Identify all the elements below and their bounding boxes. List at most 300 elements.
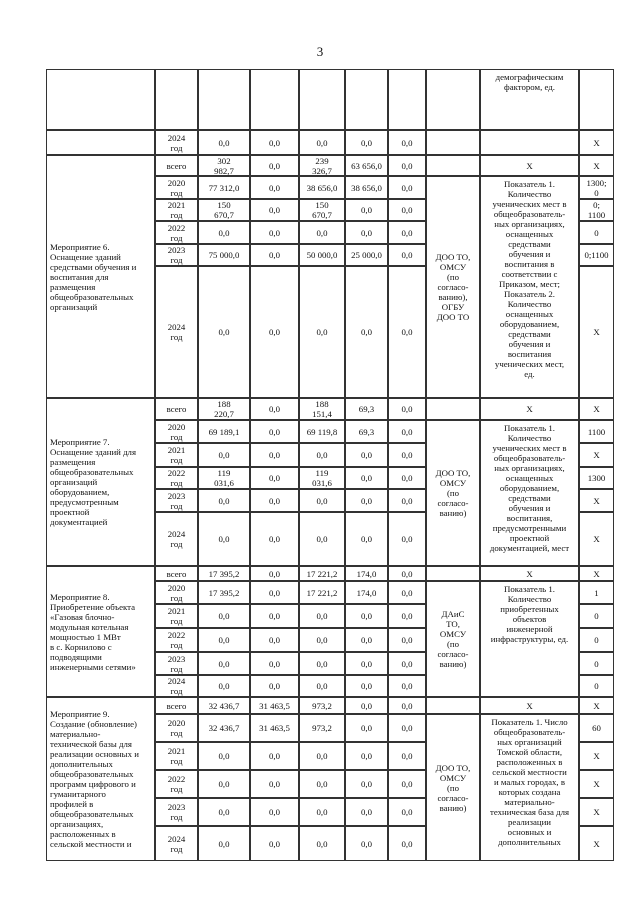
- value-cell: [388, 467, 426, 489]
- target-cell: [579, 742, 614, 770]
- value-cell: [250, 266, 299, 398]
- indicator-cell-text: Показатель 1. Число общеобразователь- ных организаций Томской области, расположенных в сельской местности и малых городах, в которых создана материально- техническая база для реализации основных и дополнительных: [489, 717, 570, 847]
- value-cell-text: 0,0: [218, 611, 230, 621]
- total-value-cell: [198, 566, 250, 581]
- year-cell: [155, 221, 198, 244]
- target-cell: [579, 604, 614, 628]
- value-cell: [250, 770, 299, 798]
- value-cell-text: 0,0: [401, 137, 413, 148]
- value-cell: [345, 176, 388, 199]
- value-cell: [198, 770, 250, 798]
- value-cell: [388, 420, 426, 443]
- total-target-cell: [579, 566, 614, 581]
- value-cell-text: 38 656,0: [351, 182, 382, 193]
- year-cell: [155, 199, 198, 221]
- value-cell-text: 38 656,0: [306, 182, 338, 193]
- value-cell-text: 0,0: [316, 751, 328, 761]
- total-indicator-cell: [480, 398, 579, 420]
- value-cell: [299, 798, 345, 826]
- value-cell: [198, 512, 250, 566]
- value-cell: [198, 443, 250, 467]
- value-cell-text: 0,0: [269, 450, 280, 460]
- total-value-cell-text: 188 151,4: [312, 399, 332, 419]
- value-cell-text: 0,0: [316, 838, 328, 849]
- total-value-cell: [198, 155, 250, 176]
- total-value-cell-text: 0,0: [361, 700, 372, 711]
- target-cell-text: X: [593, 751, 600, 761]
- executor-cell-text: ДАиС ТО, ОМСУ (по согласо- ванию): [437, 609, 469, 669]
- year-cell-text: 2024 год: [167, 322, 186, 342]
- value-cell: [198, 420, 250, 443]
- executor-cell-text: ДОО ТО, ОМСУ (по согласо- ванию): [435, 762, 471, 813]
- year-cell-text: 2021 год: [167, 445, 186, 465]
- total-value-cell: [250, 155, 299, 176]
- total-value-cell: [250, 697, 299, 714]
- value-cell-empty: [198, 69, 250, 130]
- value-cell: [299, 770, 345, 798]
- value-cell-text: 0,0: [401, 227, 413, 238]
- total-value-cell: [299, 155, 345, 176]
- target-cell-text: 0;1100: [584, 250, 609, 260]
- value-cell-text: 0,0: [218, 838, 230, 849]
- value-cell: [299, 130, 345, 155]
- year-cell: [155, 467, 198, 489]
- value-cell: [299, 420, 345, 443]
- year-cell: [155, 443, 198, 467]
- value-cell: [345, 512, 388, 566]
- executor-cell-empty: [426, 155, 480, 176]
- value-cell: [198, 467, 250, 489]
- value-cell: [299, 628, 345, 652]
- executor-cell-text: ДОО ТО, ОМСУ (по согласо- ванию): [435, 468, 471, 518]
- value-cell-text: 0,0: [401, 838, 413, 849]
- value-cell: [345, 199, 388, 221]
- value-cell-text: 0,0: [401, 658, 413, 669]
- value-cell: [388, 604, 426, 628]
- value-cell: [299, 176, 345, 199]
- value-cell: [250, 604, 299, 628]
- value-cell: [299, 199, 345, 221]
- value-cell: [388, 199, 426, 221]
- year-cell-text: 2022 год: [167, 774, 186, 794]
- total-value-cell-text: 31 463,5: [259, 700, 290, 711]
- indicator-cell-text: Показатель 1. Количество ученических мест в общеобразователь- ных организациях, оснащенных средствами обучения и воспитания в соответствии с Приказом, мест; Показатель 2. Количество оснащенных оборудованием, средствами обучения и воспитания ученических мест, ед.: [492, 179, 567, 379]
- value-cell-text: 0,0: [316, 635, 328, 645]
- target-cell-text: 1100: [587, 426, 606, 437]
- value-cell-text: 119 031,6: [214, 468, 234, 488]
- value-cell-text: 0,0: [401, 587, 413, 598]
- value-cell-text: 0,0: [269, 779, 280, 789]
- total-value-cell-text: 32 436,7: [208, 700, 240, 711]
- year-cell: [155, 176, 198, 199]
- value-cell: [299, 742, 345, 770]
- value-cell: [198, 199, 250, 221]
- value-cell-text: 0,0: [361, 227, 372, 238]
- indicator-cell: [480, 176, 579, 398]
- value-cell: [345, 443, 388, 467]
- total-label-cell-text: всего: [166, 700, 187, 711]
- year-cell-text: 2022 год: [167, 630, 186, 650]
- value-cell: [388, 130, 426, 155]
- value-cell-text: 0,0: [361, 838, 372, 849]
- value-cell-text: 0,0: [361, 658, 372, 669]
- value-cell: [345, 467, 388, 489]
- value-cell-text: 0,0: [269, 495, 280, 506]
- target-cell-text: 60: [592, 723, 601, 733]
- total-target-cell: [579, 398, 614, 420]
- value-cell: [250, 199, 299, 221]
- value-cell-text: 0,0: [361, 681, 372, 691]
- value-cell: [250, 512, 299, 566]
- value-cell-text: 0,0: [269, 807, 280, 817]
- target-cell-text: 0: [594, 611, 599, 621]
- value-cell: [198, 714, 250, 742]
- value-cell-text: 0,0: [401, 327, 413, 337]
- value-cell-text: 0,0: [361, 327, 372, 337]
- value-cell-text: 0,0: [269, 587, 280, 598]
- year-cell: [155, 770, 198, 798]
- total-value-cell: [198, 398, 250, 420]
- value-cell: [198, 581, 250, 604]
- value-cell-text: 0,0: [401, 495, 413, 506]
- target-cell: [579, 675, 614, 697]
- value-cell: [250, 244, 299, 266]
- target-cell-text: X: [593, 327, 600, 337]
- total-value-cell: [250, 566, 299, 581]
- total-value-cell-text: 17 221,2: [306, 568, 338, 579]
- value-cell-text: 69,3: [358, 426, 375, 437]
- value-cell: [250, 489, 299, 512]
- year-cell: [155, 826, 198, 861]
- value-cell-text: 0,0: [269, 534, 280, 544]
- year-cell: [155, 628, 198, 652]
- value-cell-text: 119 031,6: [312, 468, 332, 488]
- target-cell-text: 1300; 0: [586, 177, 607, 198]
- value-cell: [388, 652, 426, 675]
- value-cell-text: 0,0: [218, 681, 230, 691]
- total-indicator-cell-text: X: [526, 160, 533, 171]
- year-cell-text: 2022 год: [167, 222, 186, 243]
- name-cell-empty: [46, 130, 155, 155]
- year-cell: [155, 581, 198, 604]
- value-cell: [299, 512, 345, 566]
- year-cell: [155, 652, 198, 675]
- value-cell-text: 0,0: [361, 635, 372, 645]
- value-cell: [198, 221, 250, 244]
- target-cell: [579, 714, 614, 742]
- value-cell-text: 0,0: [218, 327, 230, 337]
- year-cell: [155, 675, 198, 697]
- value-cell: [388, 512, 426, 566]
- value-cell: [299, 467, 345, 489]
- year-cell-text: 2020 год: [167, 582, 186, 603]
- value-cell: [388, 714, 426, 742]
- value-cell: [250, 628, 299, 652]
- value-cell-text: 0,0: [401, 751, 413, 761]
- value-cell: [388, 798, 426, 826]
- target-cell-text: X: [593, 838, 600, 849]
- value-cell: [388, 675, 426, 697]
- value-cell-text: 0,0: [218, 779, 230, 789]
- total-label-cell-text: всего: [166, 568, 187, 579]
- target-cell-text: 0: [594, 227, 599, 238]
- year-cell-text: 2021 год: [167, 746, 186, 766]
- value-cell: [250, 714, 299, 742]
- total-value-cell-text: 0,0: [401, 160, 413, 171]
- value-cell: [345, 675, 388, 697]
- target-cell: [579, 489, 614, 512]
- budget-table: [46, 69, 614, 861]
- year-cell-text: 2022 год: [167, 468, 186, 488]
- target-cell: [579, 826, 614, 861]
- year-cell-text: 2021 год: [167, 200, 186, 220]
- value-cell: [299, 266, 345, 398]
- value-cell-text: 0,0: [401, 450, 413, 460]
- value-cell: [250, 176, 299, 199]
- activity-name-cell-text: Мероприятие 7. Оснащение зданий для размещения общеобразовательных организаций оборудованием, предусмотренным проектной документацией: [50, 437, 136, 527]
- value-cell-text: 0,0: [361, 751, 372, 761]
- value-cell-text: 0,0: [401, 534, 413, 544]
- target-cell: [579, 770, 614, 798]
- total-label-cell: [155, 566, 198, 581]
- total-value-cell-text: 0,0: [269, 568, 280, 579]
- value-cell: [250, 467, 299, 489]
- value-cell-text: 0,0: [269, 658, 280, 669]
- value-cell-text: 0,0: [401, 723, 413, 733]
- year-cell-text: 2023 год: [167, 653, 186, 674]
- activity-name-cell: [46, 398, 155, 566]
- indicator-cell-text: демографическим фактором, ед.: [495, 72, 564, 92]
- value-cell-text: 0,0: [401, 807, 413, 817]
- target-cell: [579, 221, 614, 244]
- target-cell-text: X: [593, 807, 600, 817]
- year-cell-text: 2023 год: [167, 245, 186, 265]
- target-cell: [579, 420, 614, 443]
- value-cell-text: 150 670,7: [312, 200, 332, 220]
- total-indicator-cell: [480, 155, 579, 176]
- activity-name-cell-text: Мероприятие 9. Создание (обновление) материально- технической базы для реализации основных и дополнительных общеобразовательных программ цифрового и гуманитарного профилей в общеобразовательных организациях, расположенных в сельской местности и: [50, 709, 139, 849]
- value-cell-text: 0,0: [401, 473, 413, 483]
- activity-name-cell: [46, 697, 155, 861]
- value-cell-text: 0,0: [361, 205, 372, 215]
- executor-cell: [426, 714, 480, 861]
- value-cell-text: 0,0: [269, 751, 280, 761]
- indicator-cell-text: Показатель 1. Количество ученических мест в общеобразователь- ных организациях, оснащенных оборудованием, средствами обучения и воспитания, предусмотренными проектной документацией, мест: [489, 423, 570, 553]
- total-value-cell: [250, 398, 299, 420]
- name-cell-empty: [46, 69, 155, 130]
- total-value-cell: [198, 697, 250, 714]
- page-number: 3: [316, 44, 324, 59]
- target-cell-text: X: [593, 495, 600, 506]
- activity-name-cell-text: Мероприятие 6. Оснащение зданий средствами обучения и воспитания для размещения общеобразовательных организаций: [50, 241, 137, 312]
- total-value-cell-text: 302 982,7: [214, 155, 234, 176]
- total-indicator-cell: [480, 566, 579, 581]
- total-value-cell-text: 0,0: [269, 160, 280, 171]
- target-cell-text: 0: [594, 635, 599, 645]
- indicator-cell: [480, 420, 579, 566]
- executor-cell: [426, 176, 480, 398]
- value-cell-text: 0,0: [218, 635, 230, 645]
- value-cell: [198, 628, 250, 652]
- value-cell-text: 0,0: [401, 611, 413, 621]
- value-cell: [345, 770, 388, 798]
- value-cell-empty: [155, 69, 198, 130]
- value-cell-text: 0,0: [269, 205, 280, 215]
- value-cell: [345, 244, 388, 266]
- value-cell: [388, 244, 426, 266]
- value-cell: [198, 826, 250, 861]
- value-cell-text: 0,0: [218, 658, 230, 669]
- value-cell: [198, 244, 250, 266]
- target-cell: [579, 443, 614, 467]
- value-cell: [345, 604, 388, 628]
- value-cell-text: 0,0: [401, 182, 413, 193]
- value-cell-text: 0,0: [316, 658, 328, 669]
- value-cell: [198, 604, 250, 628]
- value-cell: [299, 652, 345, 675]
- value-cell-text: 0,0: [269, 250, 280, 260]
- total-value-cell: [388, 697, 426, 714]
- total-target-cell-text: X: [593, 700, 600, 711]
- target-cell: [579, 176, 614, 199]
- value-cell-text: 0,0: [269, 327, 280, 337]
- total-value-cell: [388, 155, 426, 176]
- target-cell-text: X: [593, 534, 600, 544]
- target-cell-empty: [579, 69, 614, 130]
- year-cell-text: 2024 год: [167, 132, 186, 153]
- target-cell-text: X: [593, 779, 600, 789]
- value-cell: [198, 742, 250, 770]
- total-value-cell: [299, 697, 345, 714]
- value-cell-text: 0,0: [269, 473, 280, 483]
- value-cell: [198, 176, 250, 199]
- indicator-cell: [480, 69, 579, 130]
- target-cell-text: 0: [594, 658, 599, 669]
- total-indicator-cell: [480, 697, 579, 714]
- value-cell: [345, 420, 388, 443]
- total-indicator-cell-text: X: [526, 700, 533, 711]
- value-cell-text: 973,2: [312, 723, 332, 733]
- value-cell: [388, 826, 426, 861]
- target-cell: [579, 652, 614, 675]
- target-cell: [579, 512, 614, 566]
- value-cell-text: 0,0: [218, 227, 230, 238]
- value-cell-text: 77 312,0: [208, 182, 240, 193]
- year-cell: [155, 512, 198, 566]
- value-cell-text: 0,0: [361, 473, 372, 483]
- value-cell-text: 0,0: [401, 681, 413, 691]
- value-cell: [388, 489, 426, 512]
- value-cell-text: 0,0: [361, 807, 372, 817]
- value-cell-text: 0,0: [401, 635, 413, 645]
- value-cell: [345, 266, 388, 398]
- value-cell-text: 0,0: [218, 137, 230, 148]
- value-cell: [388, 581, 426, 604]
- value-cell-text: 0,0: [316, 495, 328, 506]
- value-cell: [388, 443, 426, 467]
- executor-cell-empty: [426, 566, 480, 581]
- value-cell: [250, 420, 299, 443]
- value-cell-text: 32 436,7: [208, 723, 240, 733]
- value-cell-text: 0,0: [218, 495, 230, 506]
- value-cell-text: 0,0: [401, 250, 413, 260]
- value-cell: [299, 826, 345, 861]
- value-cell: [388, 221, 426, 244]
- year-cell-text: 2020 год: [167, 718, 186, 738]
- year-cell-text: 2020 год: [167, 177, 186, 198]
- year-cell-text: 2023 год: [167, 802, 186, 822]
- indicator-cell: [480, 714, 579, 861]
- value-cell: [345, 826, 388, 861]
- value-cell-empty: [250, 69, 299, 130]
- executor-cell: [426, 581, 480, 697]
- value-cell: [250, 581, 299, 604]
- year-cell: [155, 742, 198, 770]
- total-value-cell-text: 0,0: [401, 700, 413, 711]
- value-cell-text: 0,0: [218, 450, 230, 460]
- total-label-cell: [155, 697, 198, 714]
- total-value-cell-text: 0,0: [401, 568, 413, 579]
- value-cell: [250, 130, 299, 155]
- value-cell: [198, 675, 250, 697]
- target-cell: [579, 130, 614, 155]
- value-cell: [299, 244, 345, 266]
- total-value-cell: [299, 398, 345, 420]
- value-cell: [299, 581, 345, 604]
- year-cell-text: 2024 год: [167, 529, 186, 549]
- target-cell-text: 1300: [587, 473, 606, 483]
- value-cell-text: 0,0: [361, 779, 372, 789]
- target-cell: [579, 467, 614, 489]
- total-value-cell-text: 0,0: [269, 404, 280, 414]
- value-cell: [299, 443, 345, 467]
- value-cell: [198, 266, 250, 398]
- value-cell-text: 0,0: [361, 611, 372, 621]
- value-cell-text: 0,0: [269, 426, 280, 437]
- value-cell-text: 174,0: [356, 587, 377, 598]
- value-cell: [299, 714, 345, 742]
- value-cell-text: 0,0: [269, 227, 280, 238]
- target-cell-text: 1: [594, 587, 599, 598]
- total-value-cell: [388, 566, 426, 581]
- year-cell: [155, 130, 198, 155]
- year-cell: [155, 714, 198, 742]
- value-cell-text: 50 000,0: [306, 250, 338, 260]
- year-cell: [155, 244, 198, 266]
- value-cell: [250, 652, 299, 675]
- total-value-cell: [345, 398, 388, 420]
- value-cell: [250, 826, 299, 861]
- value-cell: [250, 742, 299, 770]
- value-cell-text: 0,0: [316, 137, 328, 148]
- value-cell-text: 0,0: [269, 611, 280, 621]
- value-cell-text: 31 463,5: [259, 723, 290, 733]
- value-cell-text: 75 000,0: [208, 250, 240, 260]
- indicator-cell: [480, 581, 579, 697]
- indicator-cell-empty: [480, 130, 579, 155]
- total-value-cell-text: 69,3: [358, 404, 375, 414]
- value-cell-text: 0,0: [361, 450, 372, 460]
- value-cell: [345, 798, 388, 826]
- value-cell-text: 0,0: [361, 137, 372, 148]
- total-target-cell: [579, 155, 614, 176]
- target-cell-text: 0: [594, 681, 599, 691]
- total-indicator-cell-text: X: [526, 404, 533, 414]
- value-cell: [345, 742, 388, 770]
- target-cell: [579, 798, 614, 826]
- target-cell: [579, 628, 614, 652]
- value-cell-text: 25 000,0: [351, 250, 382, 260]
